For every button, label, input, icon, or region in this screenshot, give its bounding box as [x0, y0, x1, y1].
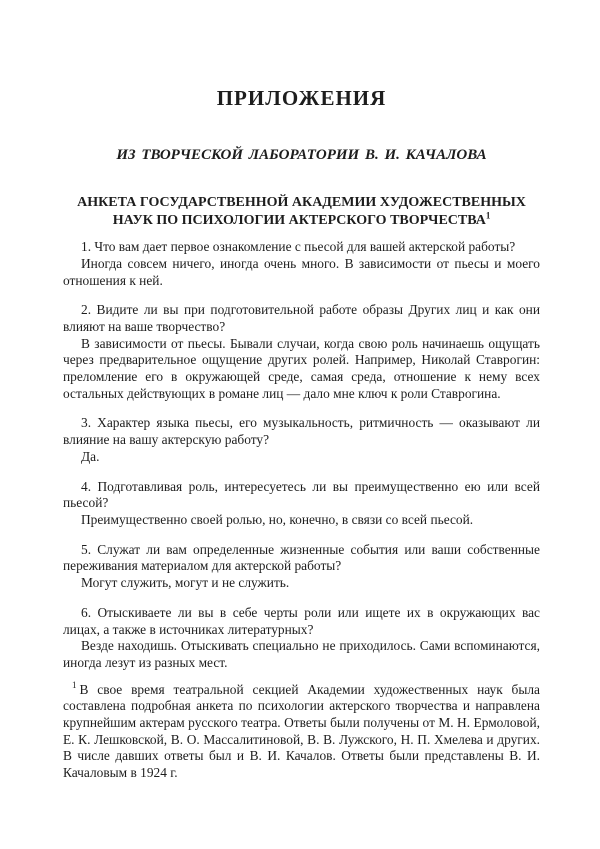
footnote [63, 682, 540, 782]
qa-block [63, 415, 540, 465]
question-paragraph: 6. Отыскиваете ли вы в себе черты роли или ищете их в окружающих вас лицах, а также в источниках литературных? [63, 604, 540, 637]
answer-paragraph: Преимущественно своей ролью, но, конечно, в связи со всей пьесой. [81, 511, 474, 527]
qa-block [63, 542, 540, 592]
footnote-text: В свое время театральной секцией Академии художественных наук была составлена подробная анкета по психологии актерского творчества и направлена крупнейшим актерам русского театра. Ответы были получены от М. Н. Ермоловой, Е. К. Лешковской, В. О. Массалитиновой, В. В. Лужского, Н. П. Хмелева и других. В числе давших ответы был и В. И. Качалов. Ответы были представлены В. И. Качаловым в 1924 г. [63, 681, 540, 781]
question-paragraph: 4. Подготавливая роль, интересуетесь ли вы преимущественно ею или всей пьесой? [63, 478, 540, 511]
question-paragraph: 2. Видите ли вы при подготовительной работе образы Других лиц и как они влияют на ваше творчество? [63, 302, 540, 334]
answer-paragraph: В зависимости от пьесы. Бывали случаи, когда свою роль начинаешь ощущать через предварительное ощущение других ролей. Например, Николай Ставрогин: преломление его в окружающей среде, самая среда, отношение к нему всех остальных действующих в романе лиц — дало мне ключ к роли Ставрогина. [63, 335, 540, 401]
answer-paragraph: Иногда совсем ничего, иногда очень много. В зависимости от пьесы и моего отношения к ней. [63, 255, 540, 288]
section-heading [63, 194, 540, 230]
section-heading-text: АНКЕТА ГОСУДАРСТВЕННОЙ АКАДЕМИИ ХУДОЖЕСТВЕННЫХ НАУК ПО ПСИХОЛОГИИ АКТЕРСКОГО ТВОРЧЕСТВА [77, 195, 526, 229]
footnote-marker: 1 [72, 680, 77, 691]
document-subtitle: ИЗ ТВОРЧЕСКОЙ ЛАБОРАТОРИИ В. И. КАЧАЛОВА [116, 147, 487, 164]
answer-paragraph: Да. [81, 448, 100, 464]
qa-block [63, 479, 540, 529]
page-title: ПРИЛОЖЕНИЯ [216, 86, 387, 110]
footnote-reference: 1 [485, 210, 491, 221]
qa-block [63, 239, 540, 289]
qa-block [63, 605, 540, 672]
answer-paragraph: Везде находишь. Отыскивать специально не приходилось. Сами вспоминаются, иногда лезут из разных мест. [63, 638, 540, 670]
answer-paragraph: Могут служить, могут и не служить. [81, 575, 290, 591]
qa-block [63, 302, 540, 402]
question-paragraph: 3. Характер языка пьесы, его музыкальность, ритмичность — оказывают ли влияние на вашу актерскую работу? [63, 415, 540, 448]
question-paragraph: 1. Что вам дает первое ознакомление с пьесой для вашей актерской работы? [81, 239, 516, 255]
question-paragraph: 5. Служат ли вам определенные жизненные события или ваши собственные переживания материалом для актерской работы? [63, 541, 540, 574]
